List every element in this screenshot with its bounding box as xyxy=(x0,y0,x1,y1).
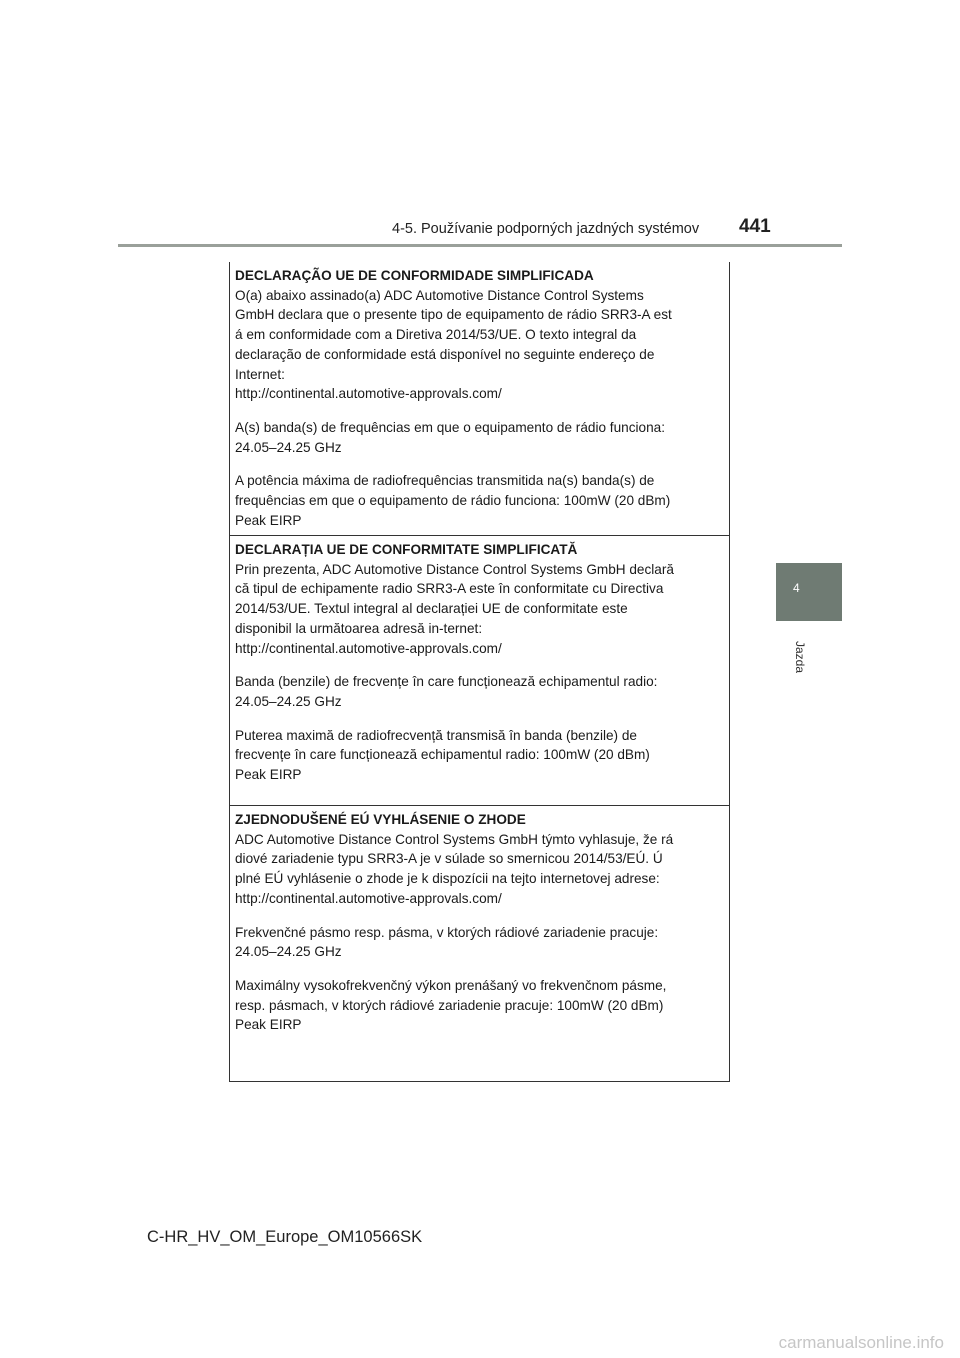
declaration-romanian xyxy=(230,536,729,806)
max-power: Maximálny vysokofrekvenčný výkon prenášaný vo frekvenčnom pásme, resp. pásmach, v ktorých rádiové zariadenie pracuje: 100mW (20 dBm) Peak EIRP xyxy=(235,977,667,1033)
watermark: carmanualsonline.info xyxy=(778,1333,944,1352)
frequency-band: A(s) banda(s) de frequências em que o equipamento de rádio funciona: 24.05–24.25 GHz xyxy=(235,419,665,455)
chapter-tab xyxy=(776,563,842,621)
document-code: C-HR_HV_OM_Europe_OM10566SK xyxy=(147,1228,423,1246)
max-power: Puterea maximă de radiofrecvență transmisă în banda (benzile) de frecvențe în care funcționează echipamentul radio: 100mW (20 dBm) Peak EIRP xyxy=(235,727,650,783)
declaration-portuguese xyxy=(230,262,729,536)
chapter-label: Jazda xyxy=(793,640,807,674)
chapter-number: 4 xyxy=(793,581,800,595)
declaration-body: ADC Automotive Distance Control Systems GmbH týmto vyhlasuje, že rá diové zariadenie typu SRR3-A je v súlade so smernicou 2014/53/EÚ. Ú plné EÚ vyhlásenie o zhode je k dispozícii na tejto internetovej adrese: http://continental.automotive-approvals.com/ xyxy=(235,831,674,906)
declaration-body: Prin prezenta, ADC Automotive Distance Control Systems GmbH declară că tipul de echipamente radio SRR3-A este în conformitate cu Directiva 2014/53/UE. Textul integral al declarației UE de conformitate este disponibil la următoarea adresă in-ternet: http://continental.automotive-approvals.com/ xyxy=(235,561,674,656)
max-power: A potência máxima de radiofrequências transmitida na(s) banda(s) de frequências em que o equipamento de rádio funciona: 100mW (20 dBm) Peak EIRP xyxy=(235,473,671,528)
declaration-title: DECLARAÇÃO UE DE CONFORMIDADE SIMPLIFICADA xyxy=(235,268,594,283)
frequency-band: Banda (benzile) de frecvențe în care funcționează echipamentul radio: 24.05–24.25 GHz xyxy=(235,674,658,709)
header-divider xyxy=(118,244,842,247)
declaration-slovak xyxy=(230,806,729,1082)
declaration-table xyxy=(229,262,730,1082)
declaration-title: DECLARAȚIA UE DE CONFORMITATE SIMPLIFICATĂ xyxy=(235,542,578,557)
declaration-title: ZJEDNODUŠENÉ EÚ VYHLÁSENIE O ZHODE xyxy=(235,812,526,827)
page-number: 441 xyxy=(739,216,771,237)
section-title: 4-5. Používanie podporných jazdných systémov xyxy=(392,221,700,237)
declaration-body: O(a) abaixo assinado(a) ADC Automotive Distance Control Systems GmbH declara que o presente tipo de equipamento de rádio SRR3-A est á em conformidade com a Diretiva 2014/53/UE. O texto integral da declaração de conformidade está disponível no seguinte endereço de Internet: http://continental.automotive-approvals.com/ xyxy=(235,287,672,402)
frequency-band: Frekvenčné pásmo resp. pásma, v ktorých rádiové zariadenie pracuje: 24.05–24.25 GHz xyxy=(235,924,659,960)
